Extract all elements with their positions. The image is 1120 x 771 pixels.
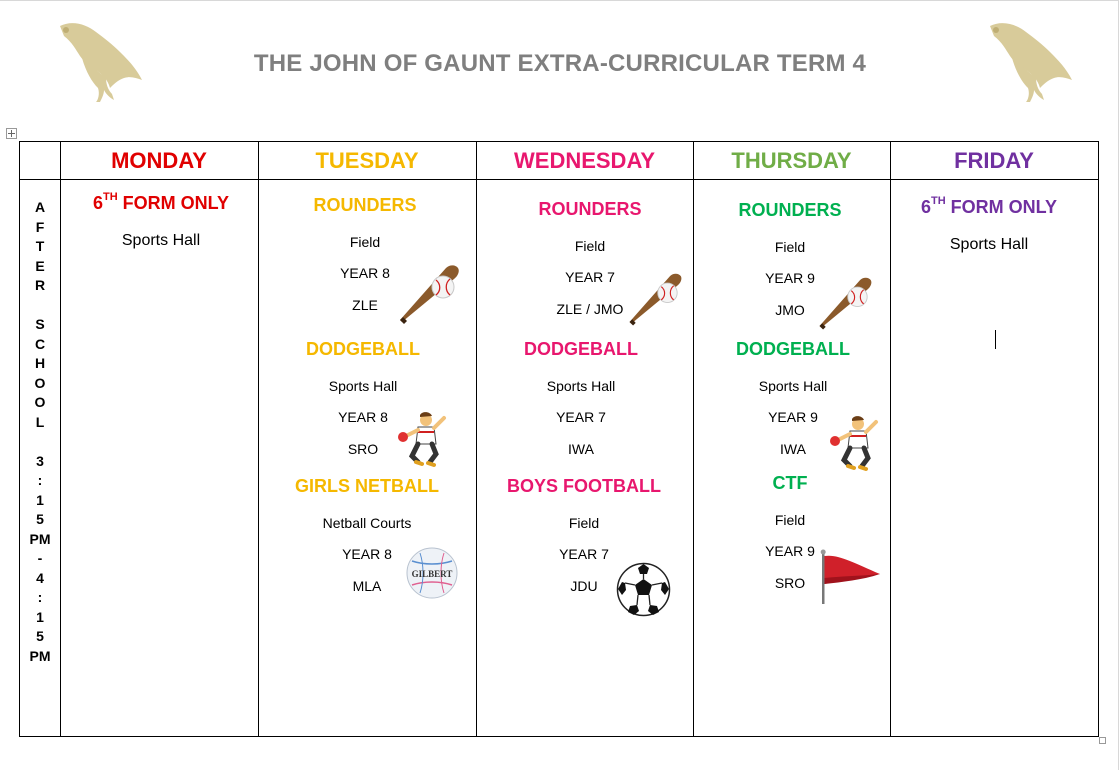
tuesday-rounders-heading: ROUNDERS — [313, 195, 417, 215]
wednesday-football-year: YEAR 7 — [559, 546, 609, 562]
side-label-char: O — [34, 394, 46, 410]
handball-player-icon — [396, 410, 452, 468]
thursday-dodgeball-heading: DODGEBALL — [736, 339, 850, 359]
football-icon — [616, 562, 671, 617]
side-label-char — [20, 296, 60, 316]
header-divider — [20, 179, 1098, 180]
tuesday-netball-heading: GIRLS NETBALL — [295, 476, 439, 496]
side-label-char: O — [34, 374, 46, 391]
side-label-char: S — [35, 316, 45, 332]
side-label-char: L — [35, 413, 45, 430]
red-flag-icon — [818, 548, 884, 606]
tuesday-dodgeball-venue: Sports Hall — [328, 378, 398, 394]
side-label-char: T — [35, 238, 45, 254]
header-monday: MONDAY — [111, 148, 207, 173]
timetable-grid — [19, 141, 1099, 737]
after-school-label — [20, 198, 60, 666]
wednesday-dodgeball-heading: DODGEBALL — [524, 339, 638, 359]
thursday-dodgeball-staff: IWA — [780, 441, 806, 457]
side-label-char — [20, 432, 60, 452]
side-label-char: R — [34, 277, 46, 293]
header-thursday: THURSDAY — [731, 148, 852, 173]
text-cursor — [995, 330, 996, 349]
friday-venue: Sports Hall — [949, 236, 1029, 253]
wednesday-rounders-year: YEAR 7 — [565, 269, 615, 285]
baseball-bat-icon — [816, 274, 876, 332]
side-label-char: E — [35, 257, 45, 274]
side-label-char: 1 — [36, 491, 44, 508]
side-label-char: : — [37, 589, 43, 605]
thursday-rounders-year: YEAR 9 — [765, 270, 815, 286]
tuesday-netball-venue: Netball Courts — [322, 515, 412, 531]
wednesday-rounders-venue: Field — [574, 238, 606, 254]
monday-venue: Sports Hall — [121, 232, 201, 249]
side-label-char: 5 — [36, 628, 44, 644]
thursday-ctf-heading: CTF — [772, 473, 808, 493]
side-label-char: H — [34, 355, 46, 371]
tuesday-netball-staff: MLA — [352, 578, 382, 594]
side-label-char: 4 — [36, 569, 44, 586]
thursday-dodgeball-venue: Sports Hall — [758, 378, 828, 394]
wednesday-dodgeball-staff: IWA — [568, 441, 594, 457]
tuesday-dodgeball-staff: SRO — [347, 441, 379, 457]
header-tuesday: TUESDAY — [315, 148, 419, 173]
side-label-char: PM — [29, 530, 51, 547]
wednesday-dodgeball-year: YEAR 7 — [556, 409, 606, 425]
thursday-rounders-heading: ROUNDERS — [738, 200, 842, 220]
thursday-ctf-venue: Field — [774, 512, 806, 528]
column-divider — [693, 142, 694, 736]
handball-player-icon — [828, 414, 884, 472]
side-label-char: A — [34, 199, 46, 215]
header-wednesday: WEDNESDAY — [514, 148, 655, 173]
side-label-char: - — [37, 550, 43, 566]
falcon-logo-right-icon — [982, 18, 1074, 104]
tuesday-rounders-year: YEAR 8 — [340, 265, 390, 281]
wednesday-rounders-staff: ZLE / JMO — [556, 301, 624, 317]
header-friday: FRIDAY — [954, 148, 1034, 173]
side-label-char: 5 — [36, 511, 44, 527]
tuesday-rounders-staff: ZLE — [352, 297, 378, 313]
side-label-char: PM — [29, 647, 51, 664]
netball-brand-text: GILBERT — [411, 569, 453, 579]
tuesday-dodgeball-heading: DODGEBALL — [306, 339, 420, 359]
tuesday-dodgeball-year: YEAR 8 — [338, 409, 388, 425]
thursday-ctf-staff: SRO — [774, 575, 806, 591]
side-label-char: 1 — [36, 608, 44, 625]
thursday-rounders-staff: JMO — [775, 302, 805, 318]
wednesday-football-heading: BOYS FOOTBALL — [507, 476, 661, 496]
tuesday-rounders-venue: Field — [349, 234, 381, 250]
monday-sixth-form-heading: 6TH FORM ONLY — [92, 191, 230, 213]
side-label-char: F — [35, 218, 45, 235]
tuesday-netball-year: YEAR 8 — [342, 546, 392, 562]
column-divider — [476, 142, 477, 736]
table-move-handle-icon[interactable] — [6, 128, 17, 139]
falcon-logo-left-icon — [52, 18, 144, 104]
wednesday-football-staff: JDU — [570, 578, 598, 594]
wednesday-dodgeball-venue: Sports Hall — [546, 378, 616, 394]
friday-sixth-form-heading: 6TH FORM ONLY — [920, 195, 1058, 217]
side-label-char: C — [34, 335, 46, 352]
thursday-ctf-year: YEAR 9 — [765, 543, 815, 559]
netball-icon — [406, 547, 458, 599]
column-divider — [890, 142, 891, 736]
page-title: THE JOHN OF GAUNT EXTRA-CURRICULAR TERM 4 — [253, 50, 867, 77]
side-label-char: 3 — [36, 452, 44, 469]
wednesday-rounders-heading: ROUNDERS — [538, 199, 642, 219]
side-label-char: : — [37, 472, 43, 488]
baseball-bat-icon — [626, 270, 686, 328]
wednesday-football-venue: Field — [568, 515, 600, 531]
thursday-dodgeball-year: YEAR 9 — [768, 409, 818, 425]
thursday-rounders-venue: Field — [774, 239, 806, 255]
baseball-bat-icon — [396, 262, 464, 326]
table-resize-handle-icon[interactable] — [1099, 737, 1106, 744]
